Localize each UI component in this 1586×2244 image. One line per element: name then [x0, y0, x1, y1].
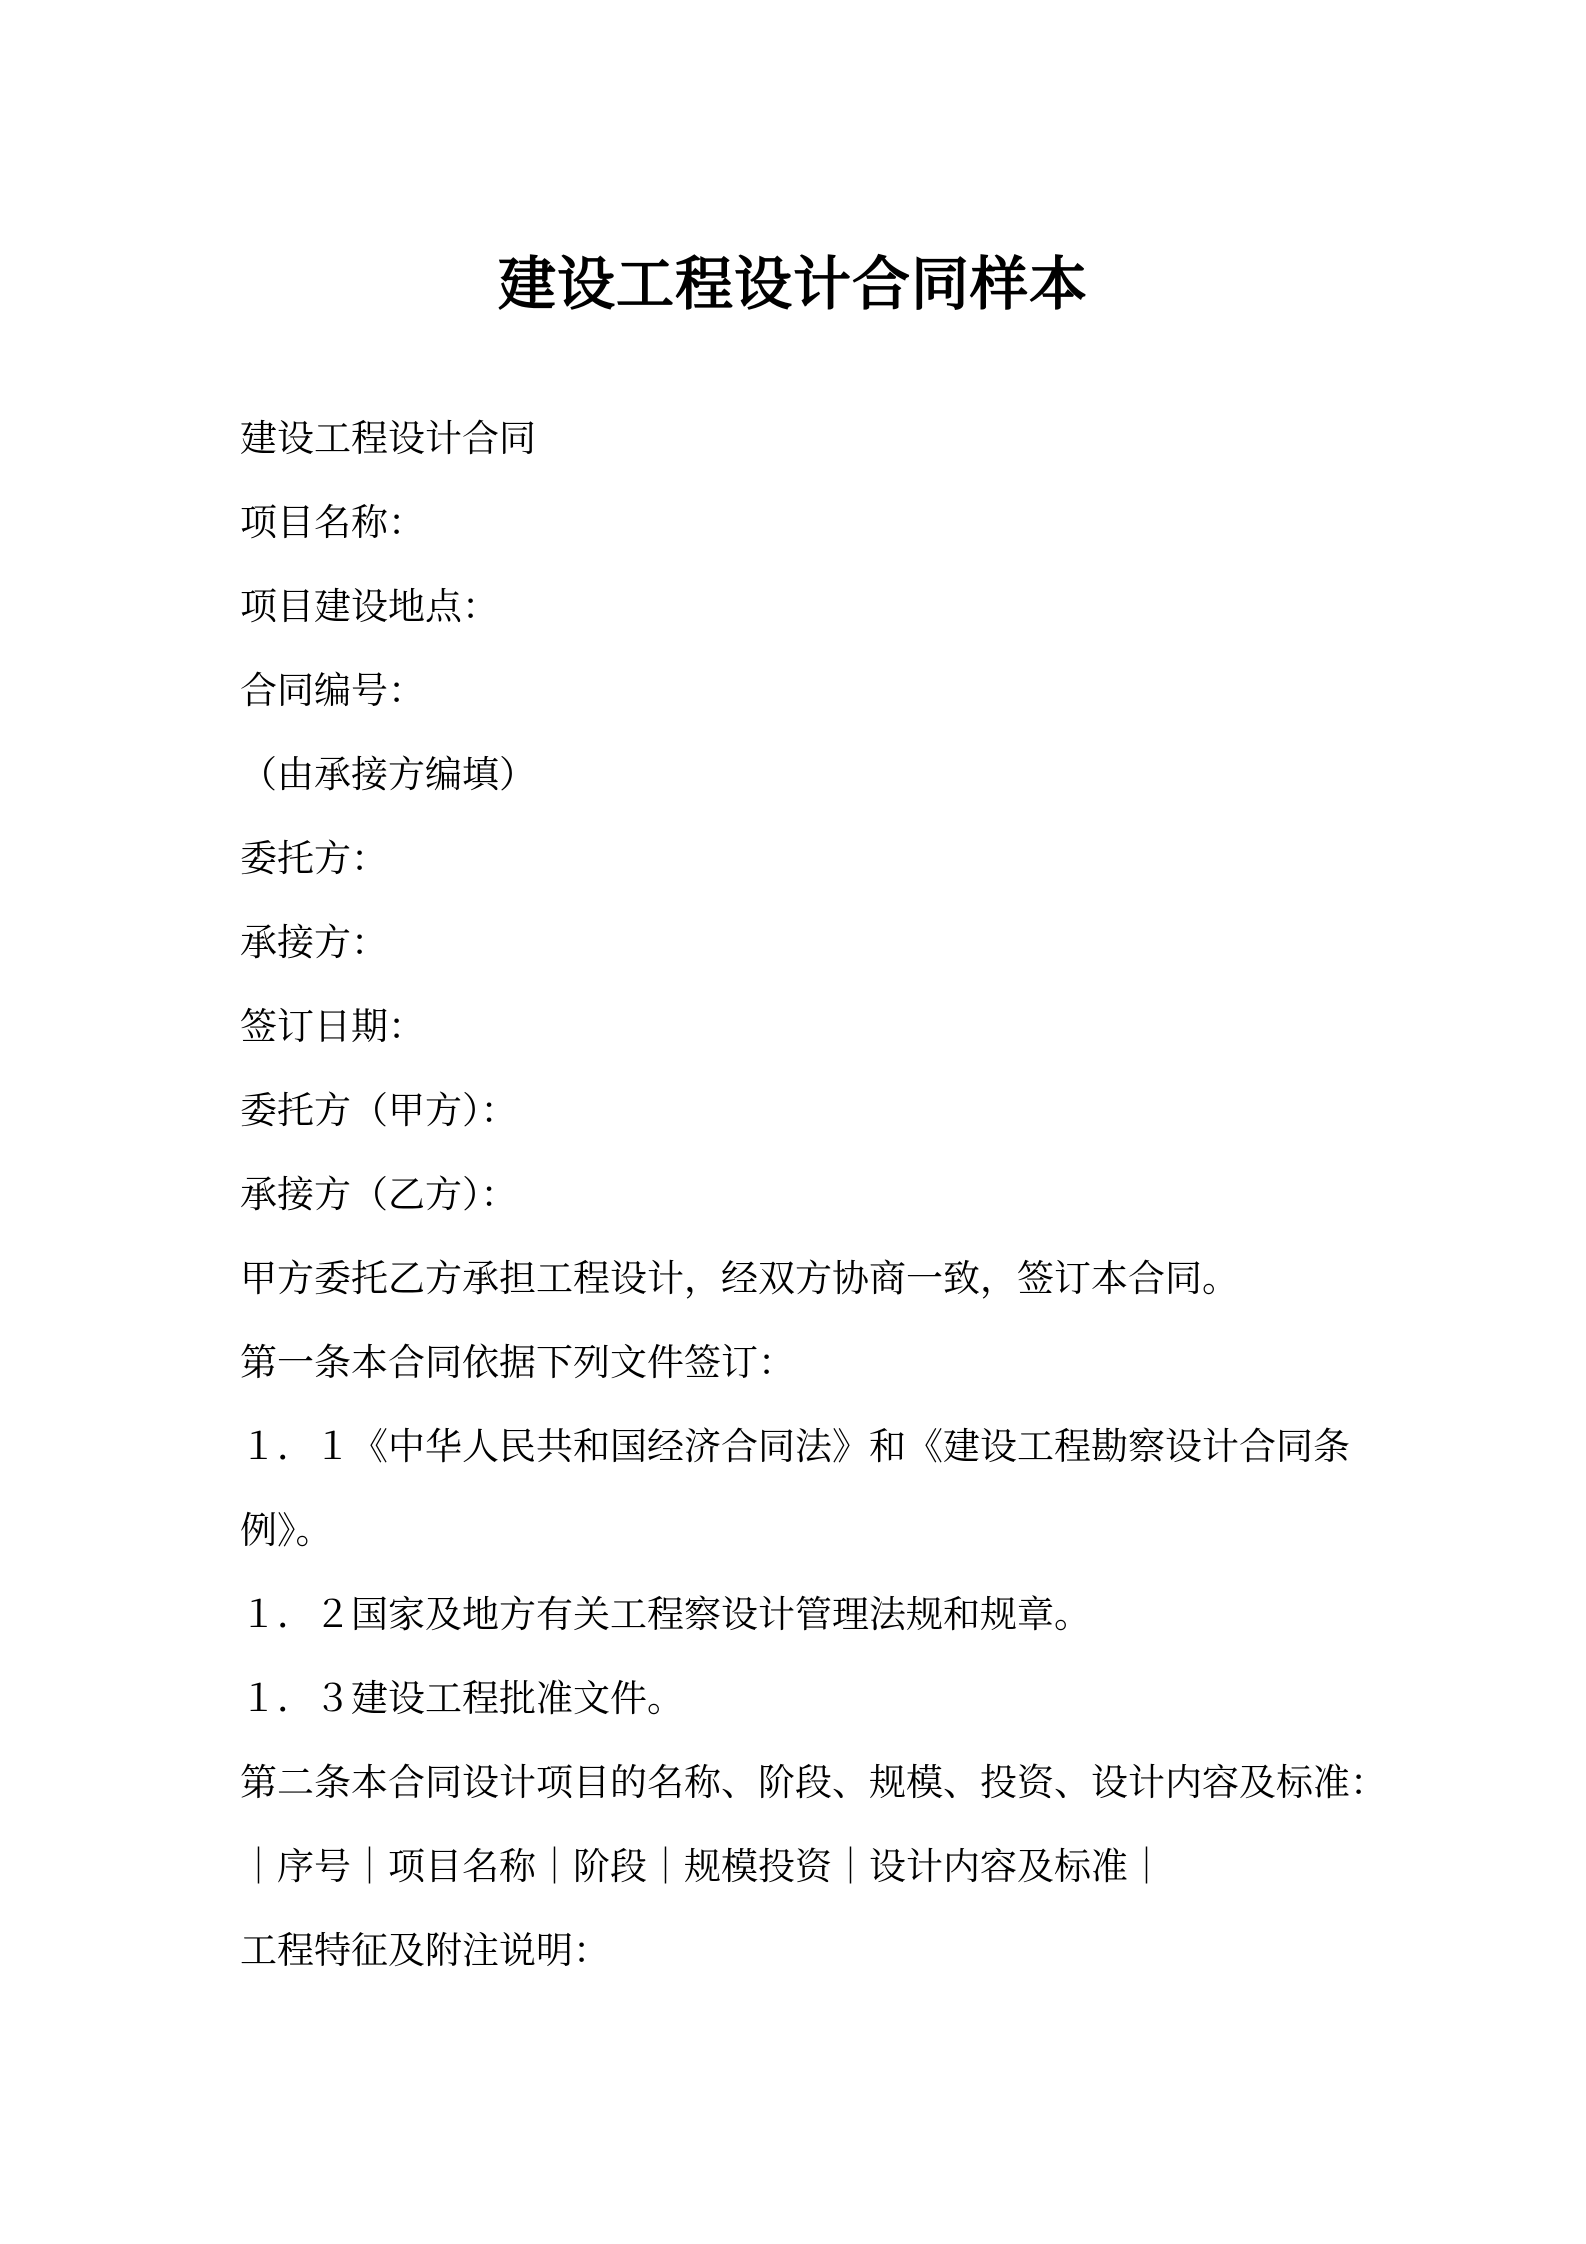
project-name-field: 项目名称： — [240, 501, 425, 544]
article-two-heading: 第二条本合同设计项目的名称、阶段、规模、投资、设计内容及标准： — [240, 1761, 1387, 1804]
contract-number-field: 合同编号： — [240, 669, 425, 712]
agreement-statement: 甲方委托乙方承担工程设计，经双方协商一致，签订本合同。 — [240, 1257, 1239, 1300]
clause-1-3: １．３建设工程批准文件。 — [240, 1677, 684, 1720]
clause-1-1-continued: 例》。 — [240, 1509, 333, 1552]
signing-date-field: 签订日期： — [240, 1005, 425, 1048]
contract-number-note: （由承接方编填） — [240, 753, 536, 796]
client-field: 委托方： — [240, 837, 388, 880]
party-b-field: 承接方（乙方）： — [240, 1173, 518, 1216]
party-a-field: 委托方（甲方）： — [240, 1089, 518, 1132]
article-one-heading: 第一条本合同依据下列文件签订： — [240, 1341, 795, 1384]
document-body — [240, 397, 1387, 1993]
table-header-row: ｜序号｜项目名称｜阶段｜规模投资｜设计内容及标准｜ — [240, 1845, 1165, 1888]
contract-heading: 建设工程设计合同 — [240, 417, 536, 460]
document-title: 建设工程设计合同样本 — [497, 249, 1088, 318]
clause-1-1: １．１《中华人民共和国经济合同法》和《建设工程勘察设计合同条 — [240, 1425, 1350, 1468]
clause-1-2: １．２国家及地方有关工程察设计管理法规和规章。 — [240, 1593, 1091, 1636]
project-features-note: 工程特征及附注说明： — [240, 1929, 610, 1972]
project-location-field: 项目建设地点： — [240, 585, 499, 628]
contractor-field: 承接方： — [240, 921, 388, 964]
